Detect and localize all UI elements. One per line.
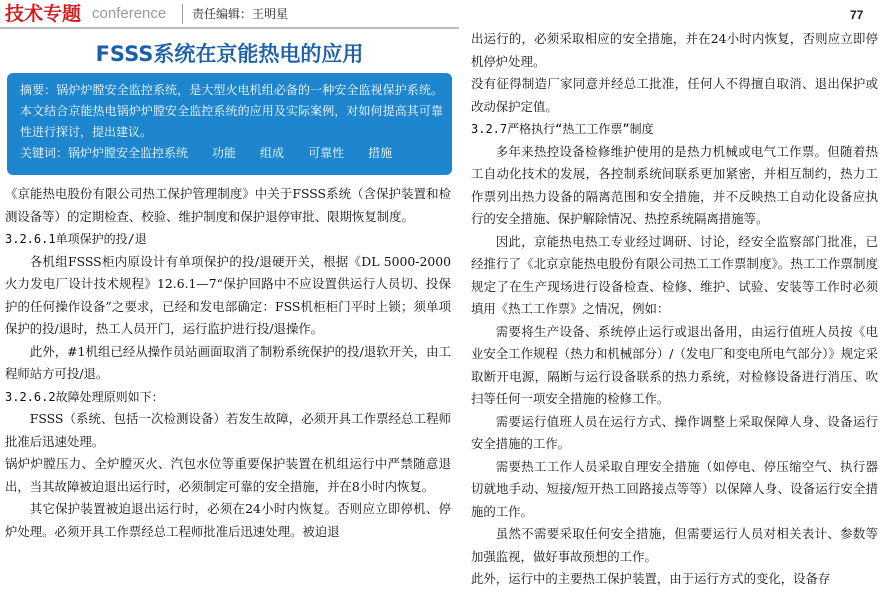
paragraph: 其它保护装置被迫退出运行时，必须在24小时内恢复。否则应立即停机、停炉处理。必须开具工作票经总工程师批准后迅速处理。被迫退 <box>5 501 451 539</box>
keyword-item: 可靠性 <box>308 146 345 160</box>
subsection-heading: 3.2.6.1单项保护的投/退 <box>5 232 147 246</box>
header-divider <box>182 4 183 24</box>
page-number: 77 <box>850 8 864 22</box>
paragraph: 因此，京能热电热工专业经过调研、讨论，经安全监察部门批准，已经推行了《北京京能热电股份有限公司热工工作票制度》。热工工作票制度规定了在生产现场进行设备检查、检修、维护、试验、安装等工作时必须填用《热工工作票》之情况，例如： <box>471 233 878 316</box>
paragraph: 虽然不需要采取任何安全措施，但需要运行人员对相关表计、参数等加强监视，做好事故预想的工作。 <box>471 526 878 564</box>
keywords-row <box>20 143 443 164</box>
keyword-item: 锅炉炉膛安全监控系统 <box>68 146 189 160</box>
paragraph: 此外，运行中的主要热工保护装置，由于运行方式的变化，设备存 <box>471 571 831 586</box>
page-header <box>0 0 888 30</box>
paragraph: 需要热工工作人员采取自理安全措施（如停电、停压缩空气、执行器切就地手动、短接/短开热工回路接点等等）以保障人身、设备运行安全措施的工作。 <box>471 458 878 519</box>
subsection-heading: 3.2.6.2故障处理原则如下： <box>5 389 164 404</box>
paragraph: 此外，#1机组已经从操作员站画面取消了制粉系统保护的投/退软开关，由工程师站方可投/退。 <box>5 343 451 381</box>
paragraph: 多年来热控设备检修维护使用的是热力机械或电气工作票。但随着热工自动化技术的发展，各控制系统间联系更加紧密，并相互制约，热力工作票列出热力设备的隔离范围和安全措施，并不反映热工自动化设备应执行的安全措施、保护解除情况、热控系统隔离措施等。 <box>471 143 878 226</box>
editor-credit: 责任编辑：王明星 <box>192 7 289 21</box>
paragraph: 各机组FSSS柜内原设计有单项保护的投/退硬开关，根据《DL 5000-2000火力发电厂设计技术规程》12.6.1—7“保护回路中不应设置供运行人员切、投保护的任何操作设备”之要求，已经和发电部确定：FSS机柜柜门平时上锁；须单项保护的投/退时，热工人员开门，运行监护进行投/退操作。 <box>5 253 451 336</box>
paragraph: 需要运行值班人员在运行方式、操作调整上采取保障人身、设备运行安全措施的工作。 <box>471 413 878 451</box>
keyword-item: 措施 <box>368 146 393 160</box>
subsection-heading: 3.2.7严格执行“热工工作票”制度 <box>471 122 654 136</box>
paragraph: FSSS（系统、包括一次检测设备）若发生故障，必须开具工作票经总工程师批准后迅速处理。 <box>5 411 451 449</box>
left-column <box>5 183 451 543</box>
paragraph: 出运行的，必须采取相应的安全措施，并在24小时内恢复，否则应立即停机停炉处理。 <box>471 31 878 69</box>
keyword-item: 组成 <box>260 146 285 160</box>
paragraph: 《京能热电股份有限公司热工保护管理制度》中关于FSSS系统（含保护装置和检测设备等）的定期检查、校验、维护制度和保护退停审批、限期恢复制度。 <box>5 186 451 224</box>
keyword-item: 功能 <box>212 146 237 160</box>
section-brand-en: conference <box>92 5 167 22</box>
paragraph: 锅炉炉膛压力、全炉膛灭火、汽包水位等重要保护装置在机组运行中严禁随意退出，当其故障被迫退出运行时，必须制定可靠的安全措施，并在8小时内恢复。 <box>5 456 451 494</box>
right-column <box>471 28 878 591</box>
header-rule <box>0 27 459 29</box>
section-brand: 技术专题 <box>5 3 82 25</box>
keywords-label: 关键词： <box>20 146 69 160</box>
paragraph: 需要将生产设备、系统停止运行或退出备用，由运行值班人员按《电业安全工作规程（热力和机械部分）/（发电厂和变电所电气部分）》规定采取断开电源，隔断与运行设备联系的热力系统，对检修设备进行消压、吹扫等任何一项安全措施的检修工作。 <box>471 323 878 406</box>
abstract-box <box>7 73 452 175</box>
article-title: FSSS系统在京能热电的应用 <box>95 42 364 66</box>
paragraph: 没有征得制造厂家同意并经总工批准，任何人不得擅自取消、退出保护或改动保护定值。 <box>471 76 878 114</box>
abstract-text: 摘要：锅炉炉膛安全监控系统，是大型火电机组必备的一种安全监视保护系统。本文结合京能热电锅炉炉膛安全监控系统的应用及实际案例，对如何提高其可靠性进行探讨，提出建议。 <box>20 83 443 139</box>
